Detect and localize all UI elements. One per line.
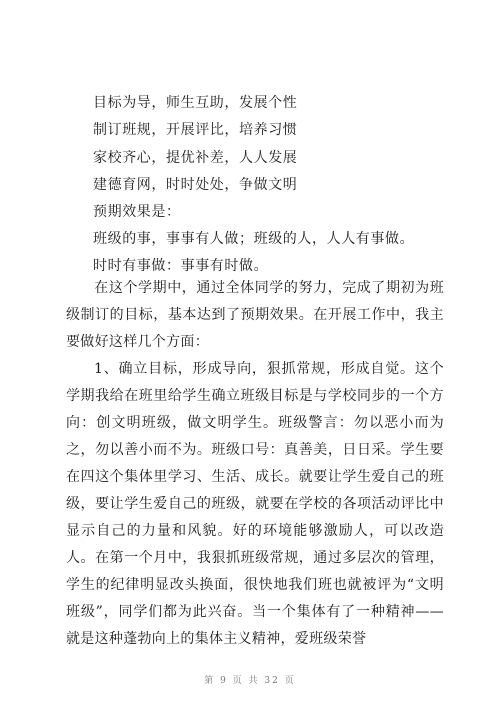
body-paragraph [66, 275, 444, 356]
page-footer: 第 9 页 共 32 页 [204, 676, 296, 686]
text-line: 预期效果是： [93, 204, 181, 220]
paragraph-text: 在这个学期中，通过全体同学的努力，完成了期初为班级制订的目标，基本达到了预期效果。在开展工作中，我主要做好这样几个方面： [66, 280, 444, 350]
text-line: 时时有事做：事事有时做。 [93, 258, 269, 274]
paragraph-text: 1、确立目标，形成导向，狠抓常规，形成自觉。这个学期我给在班里给学生确立班级目标是与学校同步的一个方向：创文明班级，做文明学生。班级警言：勿以恶小而为之，勿以善小而不为。班级口号：真善美，日日采。学生要在四这个集体里学习、生活、成长。就要让学生爱自己的班级，要让学生爱自己的班级，就要在学校的各项活动评比中显示自己的力量和风貌。好的环境能够激励人，可以改造人。在第一个月中，我狠抓班级常规，通过多层次的管理，学生的纪律明显改头换面，很快地我们班也就被评为“文明班级”，同学们都为此兴奋。当一个集体有了一种精神——就是这种蓬勃向上的集体主义精神，爱班级荣誉 [66, 361, 444, 647]
text-line: 目标为导，师生互助，发展个性 [93, 95, 298, 111]
text-line: 建德育网，时时处处，争做文明 [93, 177, 298, 193]
text-line: 制订班规，开展评比，培养习惯 [93, 122, 298, 138]
text-line: 班级的事，事事有人做；班级的人，人人有事做。 [93, 231, 415, 247]
body-paragraph [66, 356, 444, 653]
text-line: 家校齐心，提优补差，人人发展 [93, 150, 298, 166]
